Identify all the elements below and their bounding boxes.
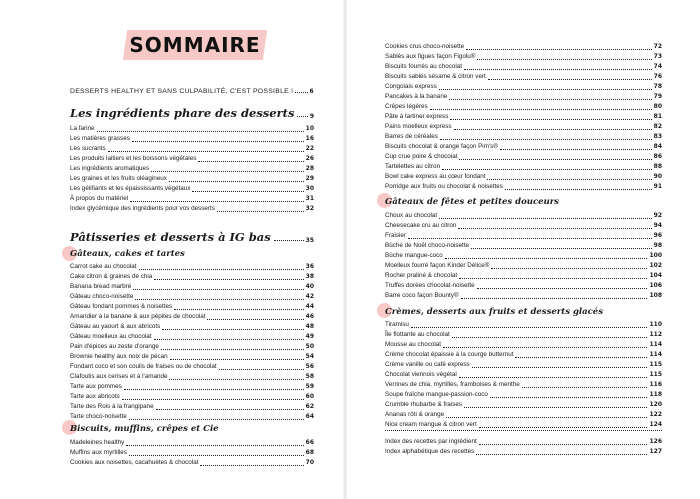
toc-entry[interactable]: Pain d'épices au zeste d'orange 50 [70,343,314,350]
toc-entry[interactable]: Pancakes à la banane 79 [385,93,662,100]
toc-entry[interactable]: Brownie healthy aux noix de pécan 54 [70,353,314,360]
toc-entry[interactable]: Verrines de chia, myrtilles, framboises & menthe 116 [385,381,662,388]
toc-entry[interactable]: Pains moelleux express 82 [385,123,662,130]
toc-entry[interactable]: Banana bread marbré 40 [70,283,314,290]
toc-entry[interactable]: Gâteau choco-noisette 42 [70,293,314,300]
toc-entry[interactable]: Carrot cake au chocolat 36 [70,263,314,270]
toc-entry[interactable]: Gâteau au yaourt & aux abricots 48 [70,323,314,330]
toc-entry[interactable]: Clafoutis aux cerises et à l'amande 58 [70,373,314,380]
toc-entry[interactable]: Tarte aux pommes 59 [70,383,314,390]
toc-entry[interactable]: Crème chocolat épaissie à la courge butternut 114 [385,351,662,358]
toc-entry[interactable]: Biscuits sablés sésame & citron vert 76 [385,73,662,80]
toc-entry[interactable]: Index glycémique des ingrédients pour vos desserts 32 [70,205,314,212]
section-heading-ingredients[interactable]: Les ingrédients phare des desserts 9 [70,106,314,120]
toc-entry[interactable]: Mousse au chocolat 114 [385,341,662,348]
toc-entry[interactable]: Gâteau fondant pommes & noisettes 44 [70,303,314,310]
toc-entry[interactable]: Fondant coco et son coulis de fraises ou de chocolat 56 [70,363,314,370]
toc-entry[interactable]: Madeleines healthy 66 [70,439,314,446]
toc-entry[interactable]: Barre coco façon Bounty® 108 [385,292,662,299]
toc-entry[interactable]: Crème vanille ou café express 115 [385,361,662,368]
toc-entry[interactable]: Biscuits fourrés au chocolat 74 [385,63,662,70]
toc-entry[interactable]: Fraisier 96 [385,232,662,239]
toc-entry[interactable]: Bûche de Noël choco-noisette 98 [385,242,662,249]
toc-entry[interactable]: Barres de céréales 83 [385,133,662,140]
separator-rule [385,430,662,431]
toc-entry[interactable]: Les ingrédients aromatiques 28 [70,165,314,172]
intro-page: 6 [309,88,314,95]
toc-entry[interactable]: Amandier à la banane & aux pépites de chocolat 46 [70,313,314,320]
toc-entry[interactable]: Crumble rhubarbe & fraises 120 [385,401,662,408]
intro-label: DESSERTS HEALTHY ET SANS CULPABILITÉ, C'EST POSSIBLE ! [70,88,294,95]
toc-entry[interactable]: Muffins aux myrtilles 68 [70,449,314,456]
toc-entry[interactable]: Pâte à tartiner express 81 [385,113,662,120]
toc-entry[interactable]: Soupe fraîche mangue-passion-coco 118 [385,391,662,398]
toc-entry[interactable]: Cookies crus choco-noisette 72 [385,43,662,50]
subsection-heading-cremes: Crèmes, desserts aux fruits et desserts glacés [385,307,603,317]
toc-entry[interactable]: Porridge aux fruits ou chocolat & noisettes 91 [385,183,662,190]
toc-entry[interactable]: Choux au chocolat 92 [385,212,662,219]
toc-entry[interactable]: Les produits laitiers et les boissons végétales 26 [70,155,314,162]
toc-entry[interactable]: Tiramisu 110 [385,321,662,328]
toc-entry[interactable]: Ananas rôti & orange 122 [385,411,662,418]
toc-intro[interactable] [70,88,314,95]
toc-entry[interactable]: Index alphabétique des recettes 127 [385,448,662,455]
toc-entry[interactable]: Tarte aux abricots 60 [70,393,314,400]
toc-entry[interactable]: Rocher praliné & chocolat 104 [385,272,662,279]
toc-entry[interactable]: Tartelettes au citron 88 [385,163,662,170]
subsection-heading-gateaux: Gâteaux, cakes et tartes [70,249,185,259]
toc-entry[interactable]: Truffes dorées chocolat-noisette 106 [385,282,662,289]
toc-entry[interactable]: Les matières grasses 16 [70,135,314,142]
toc-entry[interactable]: Les gélifiants et les épaississants végétaux 30 [70,185,314,192]
toc-entry[interactable]: Biscuits chocolat & orange façon Pim's® 84 [385,143,662,150]
book-gutter [343,0,347,499]
section-heading-patisseries[interactable]: Pâtisseries et desserts à IG bas 35 [70,230,314,244]
toc-entry[interactable]: Index des recettes par ingrédient 126 [385,438,662,445]
toc-entry[interactable]: Moelleux fourré façon Kinder Délice® 102 [385,262,662,269]
toc-entry[interactable]: Cookies aux noisettes, cacahuètes & chocolat 70 [70,459,314,466]
toc-entry[interactable]: Nice cream mangue & citron vert 124 [385,421,662,428]
toc-entry[interactable]: Cup crue poire & chocolat 86 [385,153,662,160]
toc-entry[interactable]: Sablés aux figues façon Figolu® 73 [385,53,662,60]
toc-entry[interactable]: Gâteau moelleux au chocolat 49 [70,333,314,340]
toc-entry[interactable]: Tarte des Rois à la frangipane 62 [70,403,314,410]
left-page [0,0,340,499]
page-title: SOMMAIRE [129,33,261,57]
toc-entry[interactable]: À propos du matériel 31 [70,195,314,202]
toc-entry[interactable]: Les sucrants 22 [70,145,314,152]
toc-entry[interactable]: Tarte choco-noisette 64 [70,413,314,420]
toc-entry[interactable]: Île flottante au chocolat 112 [385,331,662,338]
subsection-heading-fetes: Gâteaux de fêtes et petites douceurs [385,197,559,207]
right-page [350,0,700,499]
toc-entry[interactable]: Crêpes légères 80 [385,103,662,110]
toc-entry[interactable]: Congolais express 78 [385,83,662,90]
toc-entry[interactable]: Chocolat viennois végétal 115 [385,371,662,378]
subsection-heading-biscuits: Biscuits, muffins, crêpes et Cie [70,424,219,434]
toc-entry[interactable]: Bûche mangue-coco 100 [385,252,662,259]
toc-entry[interactable]: La farine 10 [70,125,314,132]
toc-entry[interactable]: Cake citron & graines de chia 38 [70,273,314,280]
toc-entry[interactable]: Cheesecake cru au citron 94 [385,222,662,229]
toc-entry[interactable]: Bowl cake express au cœur fondant 90 [385,173,662,180]
toc-entry[interactable]: Les graines et les fruits oléagineux 29 [70,175,314,182]
